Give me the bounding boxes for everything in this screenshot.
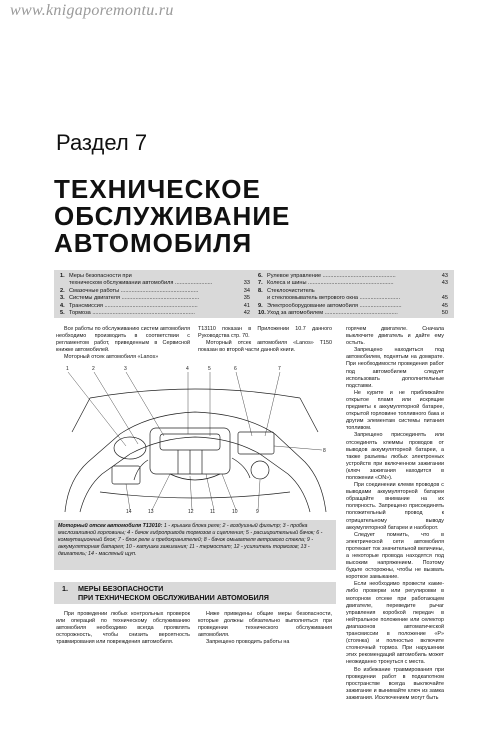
toc-right-column bbox=[258, 273, 448, 317]
callout-14: 14 bbox=[126, 509, 132, 514]
section-heading-line: ПРИ ТЕХНИЧЕСКОМ ОБСЛУЖИВАНИИ АВТОМОБИЛЯ bbox=[78, 592, 269, 602]
callout-3: 3 bbox=[124, 366, 127, 372]
paragraph: Если необходимо провести какие-либо проверки или регулировки в моторном отсеке при работающем двигателе, переведите рычаг управления коробкой передач в нейтральное положение или селектор диапазонов автоматической трансмиссии в положение «P» (стоянка) и полностью включите стояночный тормоз. При нарушении этих рекомендаций автомобиль может неожиданно тронуться с места. bbox=[346, 581, 444, 666]
paragraph: Запрещено проводить работы на bbox=[206, 639, 290, 646]
page-title bbox=[54, 176, 290, 257]
intro-column-2 bbox=[198, 326, 332, 354]
toc-item[interactable]: 8. Стеклоочиститель bbox=[258, 287, 315, 294]
callout-8: 8 bbox=[323, 448, 326, 454]
toc-item[interactable]: техническом обслуживании автомобиля ........................ 33 bbox=[69, 280, 250, 287]
table-of-contents bbox=[54, 270, 454, 318]
right-column bbox=[346, 326, 444, 702]
toc-item[interactable]: 5. Тормоза .................................................................. 42 bbox=[60, 310, 250, 317]
callout-1: 1 bbox=[66, 366, 69, 372]
paragraph: Не курите и не приближайте открытое пламя или искрящие предметы к аккумуляторной батарее, открытой горловине топливного бака и другим элементам системы питания топливом. bbox=[346, 389, 444, 432]
paragraph: При проведении любых контрольных проверок или операций по техническому обслуживанию автомобиля необходимо всегда проявлять осторожность, чтобы снизить вероятность травмирования или повреждения автомобиля. bbox=[56, 611, 190, 646]
toc-item[interactable]: и стеклоомыватель ветрового окна .......................... 45 bbox=[267, 295, 448, 302]
toc-item[interactable]: 2. Смазочные работы .................................................. 34 bbox=[60, 287, 250, 294]
callout-10: 10 bbox=[232, 509, 238, 514]
paragraph: При соединении клемм проводов с выводами аккумуляторной батареи обращайте внимание на их полярность. Запрещено присоединять положительный провод к отрицательному выводу аккумуляторной батареи и наоборот. bbox=[346, 482, 444, 531]
toc-item[interactable]: 3. Системы двигателя .................................................. 35 bbox=[60, 295, 250, 302]
intro-column-1 bbox=[56, 326, 190, 361]
paragraph: Все работы по обслуживанию систем автомобиля необходимо производить в соответствии с регламентом работ, приведенным в Сервисной книжке автомобилей. bbox=[56, 326, 190, 354]
engine-bay-illustration bbox=[60, 362, 330, 514]
callout-11: 11 bbox=[210, 509, 216, 514]
toc-item[interactable]: 1. Меры безопасности при bbox=[60, 273, 132, 279]
section-heading-number: 1. bbox=[62, 584, 68, 593]
toc-item[interactable]: 9. Электрооборудование автомобиля ........................... 45 bbox=[258, 302, 448, 309]
paragraph: горячем двигателе. Сначала выключите двигатель и дайте ему остыть. bbox=[346, 326, 444, 347]
callout-4: 4 bbox=[186, 366, 189, 372]
paragraph: Ниже приведены общие меры безопасности, которые должны обязательно выполняться при проведении технического обслуживания автомобиля. bbox=[198, 611, 332, 639]
toc-item[interactable]: 4. Трансмиссия ............................................................ 41 bbox=[60, 302, 250, 309]
callout-7: 7 bbox=[278, 366, 281, 372]
paragraph: T13110 показан в Приложении 10.7 данного Руководства стр. 70. bbox=[198, 326, 332, 340]
caption-text: 1 - крышка блока реле; 2 - воздушный фильтр; 3 - пробка маслозаливной горловины; 4 - бачок гидропривода тормозов и сцепления; 5 - расширительный бачок; 6 - коммутационный блок; 7 - блок реле и предохранителей; 8 - бачок омывателя ветрового стекла; 9 - аккумуляторная батарея; 10 - катушка зажигания; 11 - термостат; 12 - усилитель тормозов; 13 - двигатель; 14 - масляный щуп. bbox=[58, 523, 323, 557]
paragraph: Во избежание травмирования при проведении работ в подкапотном пространстве всегда выключайте зажигание и вынимайте ключ из замка зажигания. Исключением могут быть bbox=[346, 666, 444, 701]
paragraph: Запрещено находиться под автомобилем, поднятым на домкрате. При необходимости проведения работ под автомобилем следует использовать дополнительные подставки. bbox=[346, 347, 444, 389]
title-line: ОБСЛУЖИВАНИЕ bbox=[54, 201, 291, 231]
watermark: www.knigaporemontu.ru bbox=[10, 2, 174, 19]
callout-6: 6 bbox=[234, 366, 237, 372]
safety-column-2 bbox=[198, 611, 332, 646]
callout-9: 9 bbox=[256, 509, 259, 514]
title-line: АВТОМОБИЛЯ bbox=[54, 228, 253, 258]
toc-item[interactable]: 7. Колеса и шины ....................................................... 43 bbox=[258, 280, 448, 287]
callout-13: 13 bbox=[148, 509, 154, 514]
callout-2: 2 bbox=[92, 366, 95, 372]
paragraph: Следует помнить, что в электрической сети автомобиля протекает ток значительной величины, а некоторые провода находятся под высоким напряжением. Поэтому будьте осторожны, чтобы не вызвать короткое замыкание. bbox=[346, 531, 444, 581]
section-heading-line: МЕРЫ БЕЗОПАСНОСТИ bbox=[78, 584, 164, 593]
toc-item[interactable]: 6. Рулевое управление ............................................... 43 bbox=[258, 273, 448, 279]
caption-title: Моторный отсек автомобиля T13010: bbox=[58, 523, 163, 529]
callout-12: 12 bbox=[188, 509, 194, 514]
title-line: ТЕХНИЧЕСКОЕ bbox=[54, 174, 261, 204]
figure-caption bbox=[54, 520, 336, 570]
safety-column-1 bbox=[56, 611, 190, 646]
paragraph: Моторный отсек автомобиля «Lanos» T150 показан во второй части данной книги. bbox=[198, 340, 332, 354]
section-label: Раздел 7 bbox=[56, 130, 148, 155]
toc-item[interactable]: 10. Уход за автомобилем ............................................... 50 bbox=[258, 310, 448, 317]
callout-5: 5 bbox=[208, 366, 211, 372]
toc-left-column bbox=[60, 273, 250, 317]
section-heading bbox=[54, 582, 336, 604]
paragraph: Моторный отсек автомобиля «Lanos» bbox=[64, 354, 159, 361]
paragraph: Запрещено присоединять или отсоединять клеммы проводов от выводов аккумуляторной батареи, а также разъемы любых электронных устройств при включенном зажигании (ключ зажигания находится в положении «ON»). bbox=[346, 432, 444, 481]
